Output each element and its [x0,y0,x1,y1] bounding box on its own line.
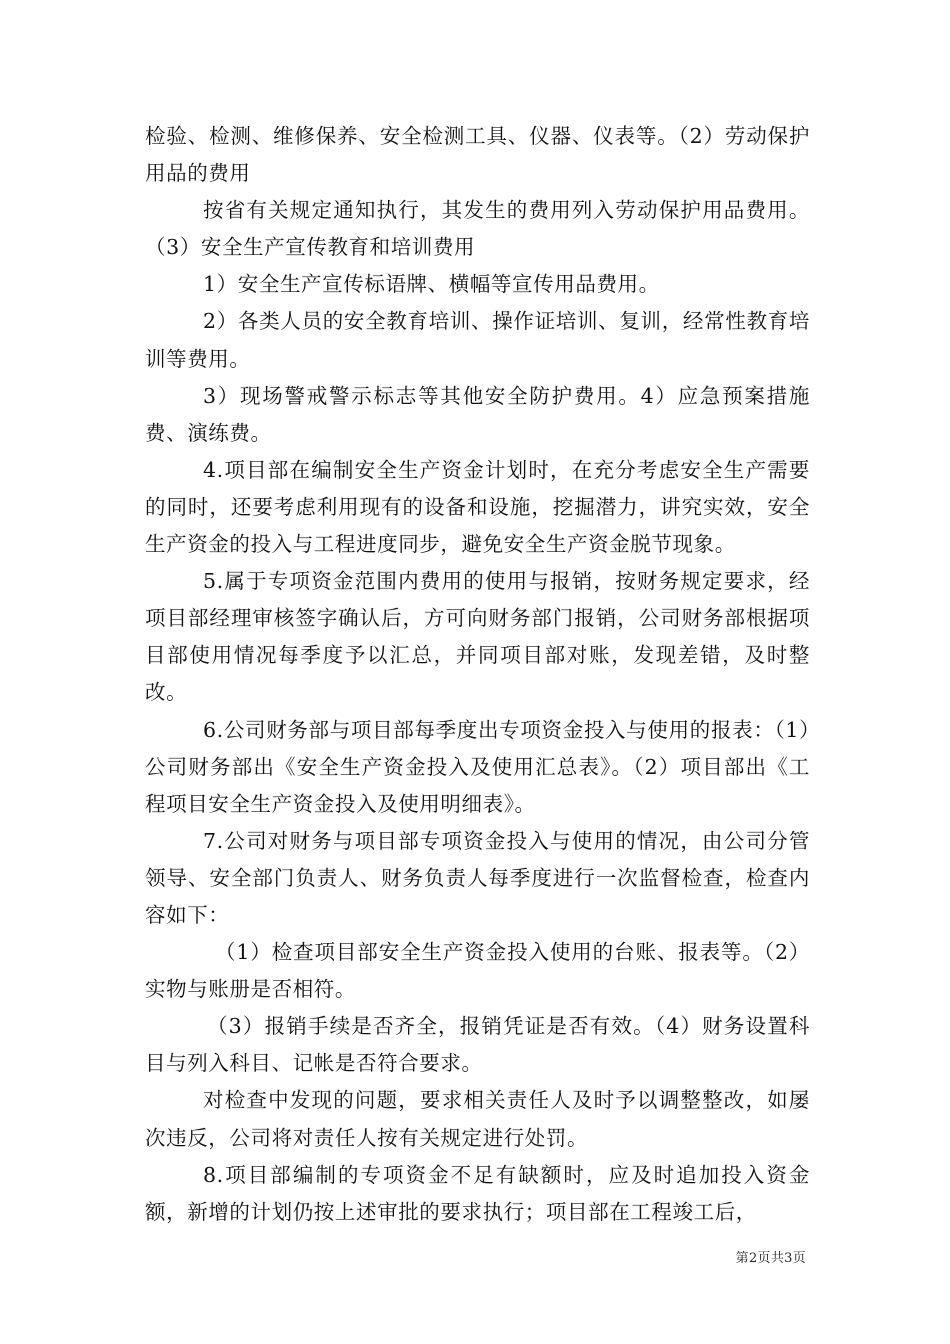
paragraph-7: 5.属于专项资金范围内费用的使用与报销，按财务规定要求，经项目部经理审核签字确认后，方可向财务部门报销，公司财务部根据项目部使用情况每季度予以汇总，并同项目部对账，发现差错，及时整改。 [145,569,810,705]
page-number: 第2页共3页 [735,1251,806,1266]
paragraph-12: 对检查中发现的问题，要求相关责任人及时予以调整整改，如屡次违反，公司将对责任人按有关规定进行处罚。 [145,1088,810,1150]
body-text [145,118,810,1231]
paragraph-10: （1）检查项目部安全生产资金投入使用的台账、报表等。（2）实物与账册是否相符。 [145,940,810,1002]
paragraph-2: 按省有关规定通知执行，其发生的费用列入劳动保护用品费用。（3）安全生产宣传教育和培训费用 [145,198,810,260]
paragraph-9: 7.公司对财务与项目部专项资金投入与使用的情况，由公司分管领导、安全部门负责人、财务负责人每季度进行一次监督检查，检查内容如下： [145,828,810,927]
paragraph-8: 6.公司财务部与项目部每季度出专项资金投入与使用的报表：（1）公司财务部出《安全生产资金投入及使用汇总表》。（2）项目部出《工程项目安全生产资金投入及使用明细表》。 [145,717,810,816]
paragraph-11: （3）报销手续是否齐全，报销凭证是否有效。（4）财务设置科目与列入科目、记帐是否符合要求。 [145,1014,810,1076]
paragraph-13: 8.项目部编制的专项资金不足有缺额时，应及时追加投入资金额，新增的计划仍按上述审批的要求执行；项目部在工程竣工后， [145,1162,810,1224]
paragraph-3: 1）安全生产宣传标语牌、横幅等宣传用品费用。 [203,272,660,297]
paragraph-4: 2）各类人员的安全教育培训、操作证培训、复训，经常性教育培训等费用。 [145,309,810,371]
paragraph-5: 3）现场警戒警示标志等其他安全防护费用。4）应急预案措施费、演练费。 [145,383,810,445]
paragraph-6: 4.项目部在编制安全生产资金计划时，在充分考虑安全生产需要的同时，还要考虑利用现有的设备和设施，挖掘潜力，讲究实效，安全生产资金的投入与工程进度同步，避免安全生产资金脱节现象。 [145,457,810,557]
paragraph-1: 检验、检测、维修保养、安全检测工具、仪器、仪表等。（2）劳动保护用品的费用 [145,124,810,186]
